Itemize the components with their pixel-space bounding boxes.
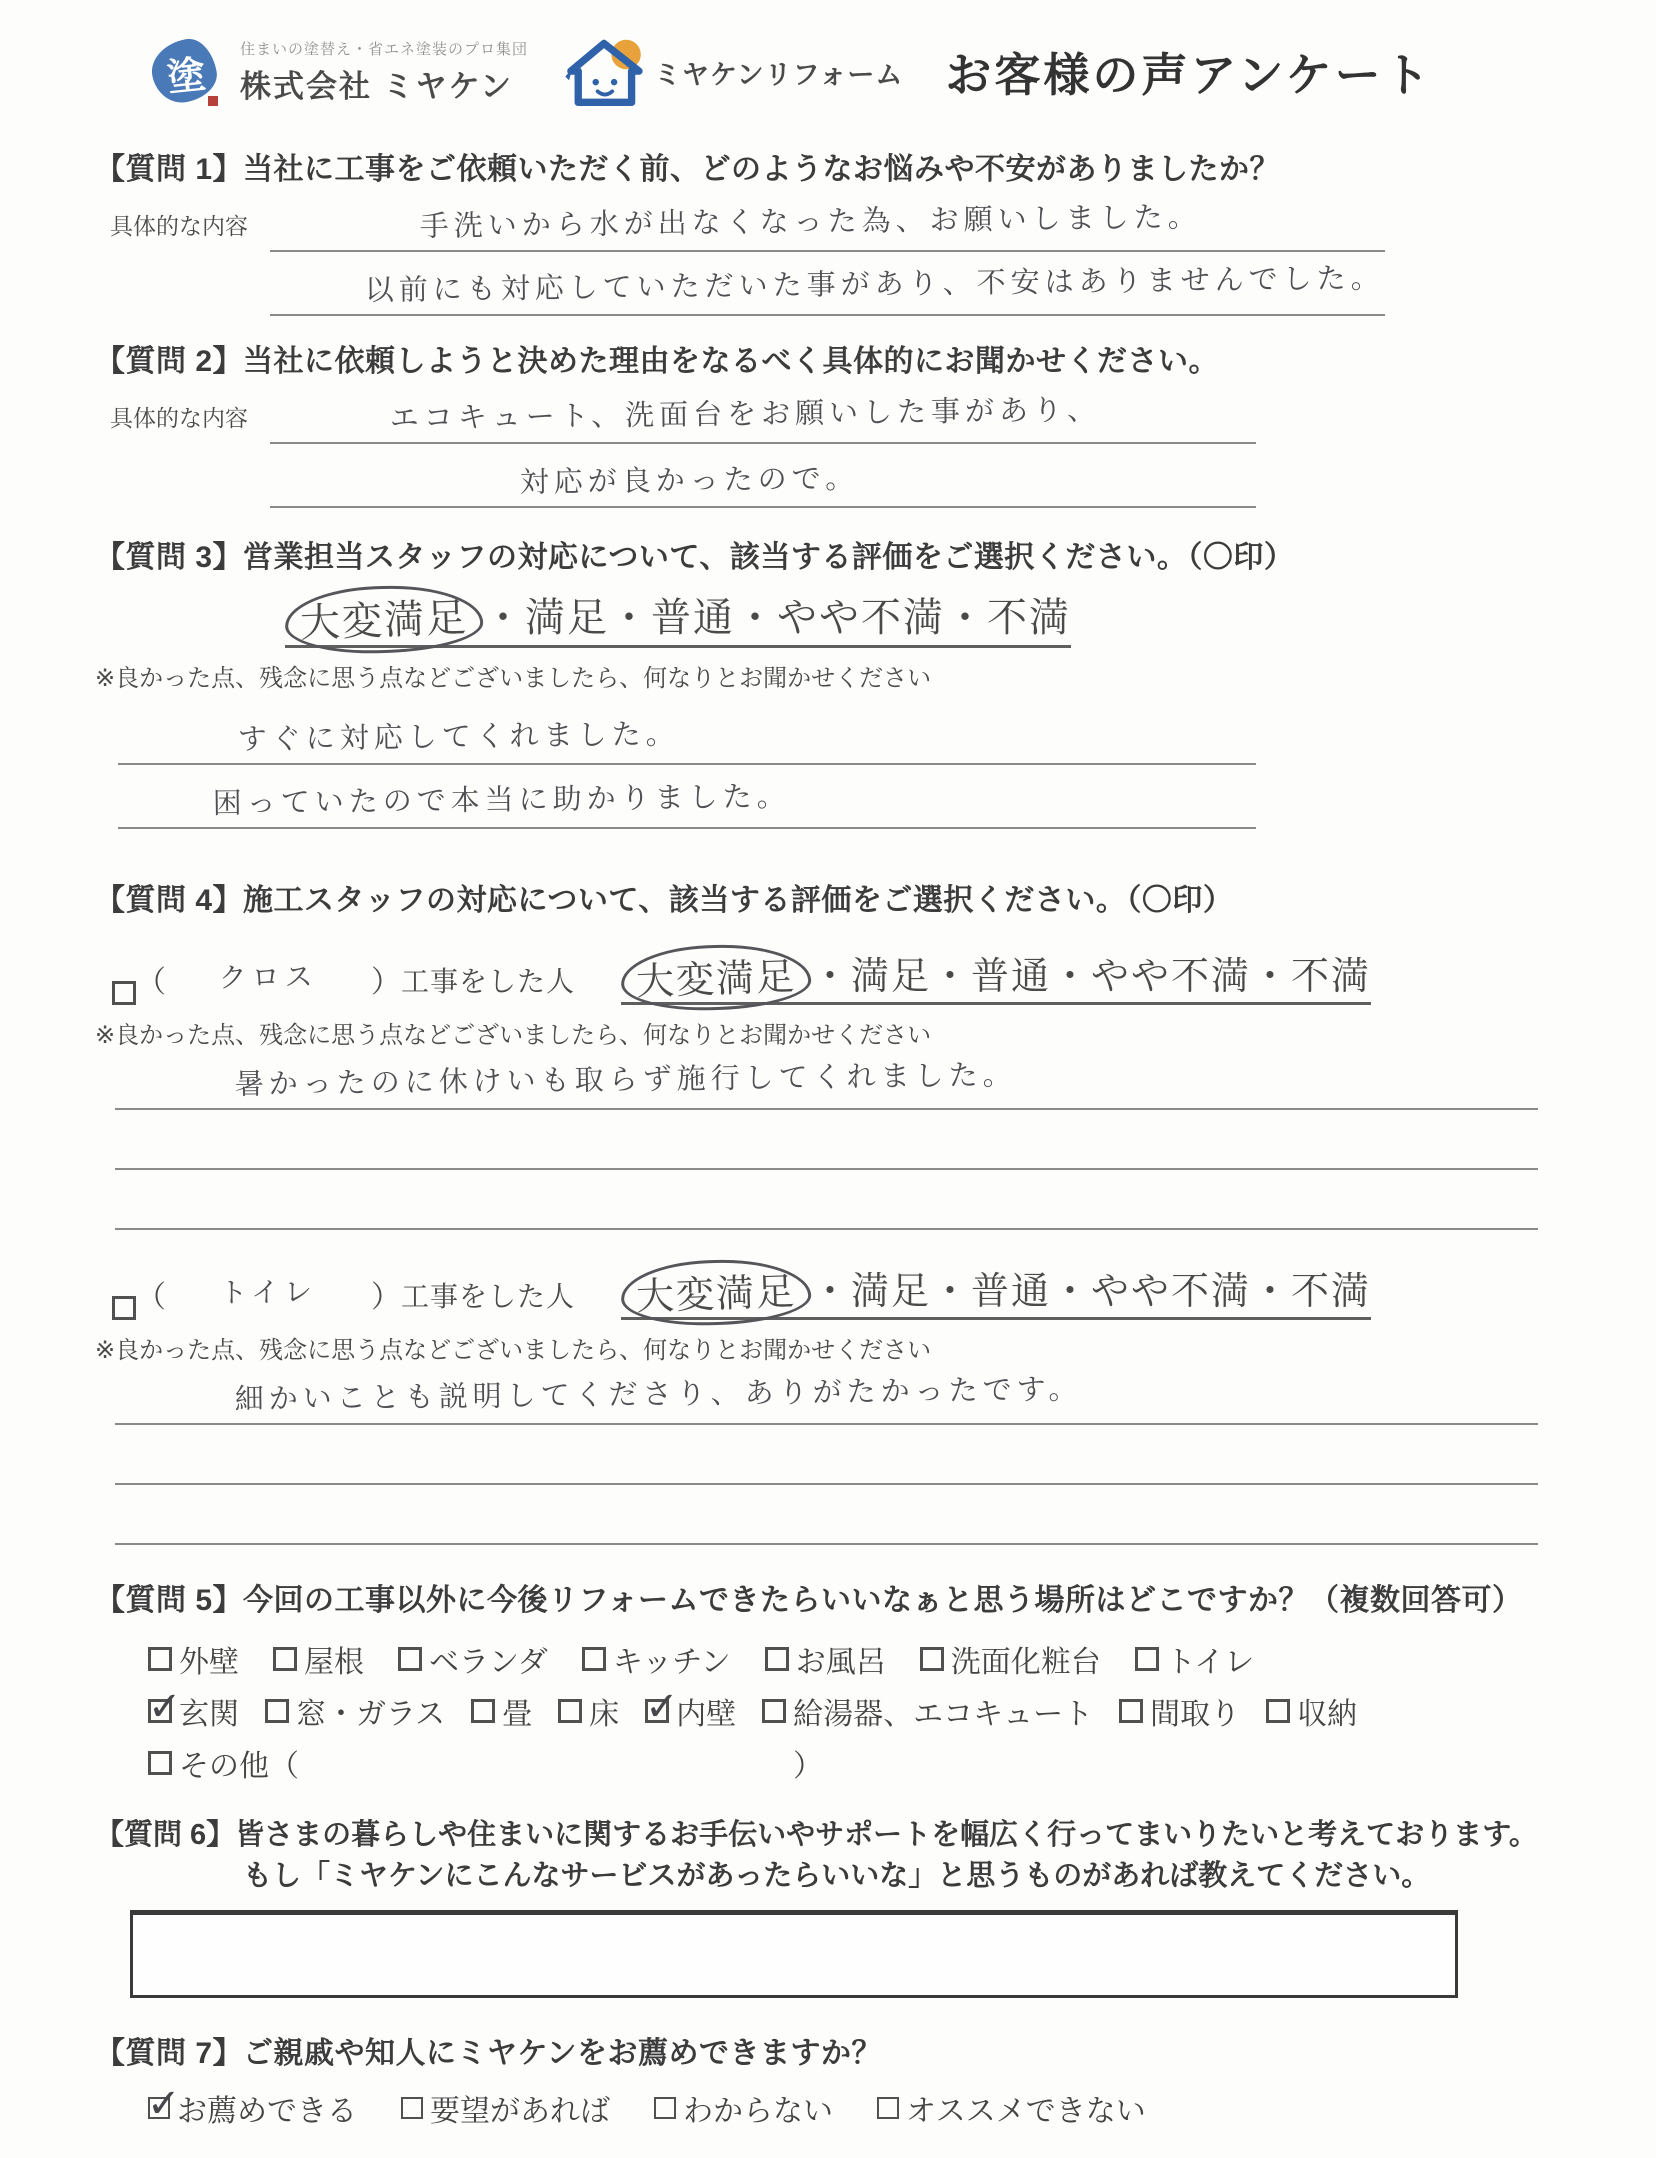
painter-logo-icon: 塗 bbox=[148, 34, 224, 110]
answer-line[interactable] bbox=[115, 1485, 1538, 1545]
checkbox-item[interactable] bbox=[765, 1637, 886, 1681]
checkbox[interactable] bbox=[1135, 1647, 1159, 1671]
rating-options[interactable]: ・満足・普通・やや不満・不満 bbox=[483, 596, 1071, 640]
handwritten-answer: 暑かったのに休けいも取らず施行してくれました。 bbox=[234, 1057, 1017, 1102]
work-type-checkbox[interactable] bbox=[112, 1296, 136, 1320]
checkbox-item[interactable] bbox=[558, 1689, 619, 1733]
checkbox[interactable] bbox=[920, 1647, 944, 1671]
checkbox-item[interactable] bbox=[645, 1689, 736, 1733]
checkbox-item[interactable] bbox=[148, 2086, 357, 2130]
question-6-heading: 【質問 6】皆さまの暮らしや住まいに関するお手伝いやサポートを幅広く行ってまいりたいと考えております。 もし「ミヤケンにこんなサービスがあったらいいな」と思うものがあれば教えてください。 bbox=[95, 1819, 1538, 1892]
answer-line[interactable] bbox=[115, 1110, 1538, 1170]
checkbox-item[interactable] bbox=[401, 2086, 610, 2130]
recommend-options bbox=[148, 2082, 1656, 2134]
checkbox-item[interactable] bbox=[762, 1689, 1093, 1733]
house-logo-icon bbox=[558, 34, 650, 110]
checkbox-label: ベランダ bbox=[429, 1646, 548, 1679]
checkbox-row-2 bbox=[148, 1685, 1656, 1737]
question-5 bbox=[0, 1575, 1656, 1789]
answer-line[interactable] bbox=[115, 1170, 1538, 1230]
rating-options[interactable]: ・満足・普通・やや不満・不満 bbox=[811, 956, 1372, 998]
question-1 bbox=[0, 144, 1656, 316]
checkbox-label: 窓・ガラス bbox=[296, 1698, 446, 1731]
checkbox-label: 内壁 bbox=[676, 1698, 737, 1731]
checkbox-label: お風呂 bbox=[795, 1646, 886, 1679]
question-5-heading: 【質問 5】今回の工事以外に今後リフォームできたらいいなぁと思う場所はどこですか？（複数回答可） bbox=[95, 1584, 1523, 1617]
checkbox[interactable] bbox=[1266, 1699, 1290, 1723]
selected-rating[interactable]: 大変満足 bbox=[620, 1257, 812, 1329]
checkbox-item[interactable] bbox=[877, 2086, 1146, 2130]
checkbox-label: 間取り bbox=[1150, 1698, 1241, 1731]
checkbox-item[interactable] bbox=[273, 1637, 364, 1681]
checkbox[interactable] bbox=[765, 1647, 789, 1671]
checkbox-label: 外壁 bbox=[179, 1646, 239, 1679]
close-paren: ） bbox=[793, 1750, 823, 1783]
checkbox-label: 床 bbox=[589, 1698, 620, 1731]
checkbox-label: 給湯器、エコキュート bbox=[793, 1698, 1094, 1731]
rating-scale bbox=[285, 586, 1071, 648]
checkbox[interactable] bbox=[401, 2097, 423, 2119]
checkbox-item[interactable] bbox=[1266, 1689, 1357, 1733]
free-comment-box[interactable] bbox=[130, 1910, 1458, 1998]
checkbox-row-1 bbox=[148, 1633, 1656, 1685]
seal-mark-icon bbox=[208, 96, 218, 106]
work-type-value[interactable]: クロス bbox=[218, 960, 318, 995]
checkbox-label: 屋根 bbox=[304, 1646, 364, 1679]
rating-scale bbox=[621, 1260, 1371, 1320]
question-4 bbox=[0, 875, 1656, 1545]
rating-options[interactable]: ・満足・普通・やや不満・不満 bbox=[811, 1271, 1372, 1313]
checkbox-item-other[interactable] bbox=[148, 1741, 823, 1785]
comment-note: ※良かった点、残念に思う点などございましたら、何なりとお聞かせください bbox=[95, 1337, 932, 1364]
checkbox-item[interactable] bbox=[1119, 1689, 1240, 1733]
brand-name: ミヤケンリフォーム bbox=[654, 59, 904, 90]
question-4-section-toilet: （ トイレ ） 工事をした人 大変満足 ・満足・普通・やや不満・不満 ※良かった点、残念に思う点などございましたら、何なりとお聞かせください 細かいことも説明してくださり、ありがたかったです。 bbox=[0, 1260, 1656, 1545]
handwritten-answer: すぐに対応してくれました。 bbox=[237, 716, 680, 757]
answer-line[interactable] bbox=[270, 444, 1256, 508]
worker-label: 工事をした人 bbox=[401, 1281, 576, 1312]
answer-line[interactable] bbox=[270, 380, 1256, 444]
company-name: 株式会社 ミヤケン bbox=[240, 69, 514, 104]
checkbox-item[interactable] bbox=[582, 1637, 731, 1681]
checkbox[interactable] bbox=[654, 2097, 676, 2119]
handwritten-answer: 手洗いから水が出なくなった為、お願いしました。 bbox=[419, 199, 1202, 244]
checkbox-label: 洗面化粧台 bbox=[950, 1646, 1101, 1679]
checkbox-row-3 bbox=[148, 1737, 1656, 1789]
question-3 bbox=[0, 532, 1656, 829]
checkbox[interactable] bbox=[1119, 1699, 1143, 1723]
checkbox[interactable] bbox=[582, 1647, 606, 1671]
checkbox-label: オススメできない bbox=[906, 2095, 1146, 2129]
question-4-section-cross: （ クロス ） 工事をした人 大変満足 ・満足・普通・やや不満・不満 ※良かった点、残念に思う点などございましたら、何なりとお聞かせください 暑かったのに休けいも取らず施行してくれました。 bbox=[0, 945, 1656, 1230]
question-3-heading: 【質問 3】営業担当スタッフの対応について、該当する評価をご選択ください。（〇印） bbox=[95, 541, 1295, 574]
detail-label: 具体的な内容 bbox=[110, 405, 248, 431]
worker-label: 工事をした人 bbox=[401, 966, 576, 997]
detail-label: 具体的な内容 bbox=[110, 213, 248, 239]
checkbox-label: 畳 bbox=[502, 1698, 533, 1731]
checkbox-label: わからない bbox=[683, 2095, 833, 2129]
answer-line[interactable] bbox=[115, 1425, 1538, 1485]
checkbox-item[interactable] bbox=[1135, 1637, 1255, 1681]
question-2-heading: 【質問 2】当社に依頼しようと決めた理由をなるべく具体的にお聞かせください。 bbox=[95, 345, 1220, 378]
checkbox[interactable] bbox=[273, 1647, 297, 1671]
handwritten-answer: 対応が良かったので。 bbox=[519, 460, 860, 500]
checkbox[interactable] bbox=[148, 1647, 172, 1671]
comment-note: ※良かった点、残念に思う点などございましたら、何なりとお聞かせください bbox=[95, 1022, 932, 1049]
checkbox-item[interactable] bbox=[654, 2086, 833, 2130]
handwritten-answer: エコキュート、洗面台をお願いした事があり、 bbox=[389, 392, 1102, 436]
checkbox[interactable] bbox=[471, 1699, 495, 1723]
checkbox[interactable] bbox=[645, 1699, 669, 1723]
answer-line[interactable] bbox=[118, 701, 1256, 765]
rating-scale bbox=[621, 945, 1371, 1005]
question-7-heading: 【質問 7】ご親戚や知人にミヤケンをお薦めできますか？ bbox=[95, 2037, 883, 2071]
checkbox[interactable] bbox=[148, 1751, 172, 1775]
checkbox-item[interactable] bbox=[265, 1689, 445, 1733]
work-type-value[interactable]: トイレ bbox=[219, 1275, 318, 1310]
checkbox-item[interactable] bbox=[471, 1689, 532, 1733]
company-tagline: 住まいの塗替え・省エネ塗装のプロ集団 bbox=[240, 41, 529, 58]
header bbox=[0, 28, 1656, 116]
checkbox-item[interactable] bbox=[148, 1689, 239, 1733]
answer-line[interactable] bbox=[115, 1365, 1538, 1425]
checkbox-item[interactable] bbox=[920, 1637, 1101, 1681]
answer-line[interactable] bbox=[115, 1050, 1538, 1110]
checkbox-item[interactable] bbox=[398, 1637, 548, 1681]
comment-note: ※良かった点、残念に思う点などございましたら、何なりとお聞かせください bbox=[95, 665, 932, 692]
checkbox[interactable] bbox=[762, 1699, 786, 1723]
checkbox[interactable] bbox=[148, 1699, 172, 1723]
selected-rating[interactable]: 大変満足 bbox=[620, 942, 812, 1014]
question-7 bbox=[0, 2028, 1656, 2134]
work-type-checkbox[interactable] bbox=[112, 981, 136, 1005]
checkbox-label: その他（ bbox=[179, 1750, 299, 1783]
question-1-heading: 【質問 1】当社に工事をご依頼いただく前、どのようなお悩みや不安がありましたか？ bbox=[95, 153, 1281, 186]
checkbox-label: 収納 bbox=[1297, 1698, 1358, 1731]
checkbox-label: 玄関 bbox=[179, 1698, 239, 1731]
answer-line[interactable] bbox=[270, 252, 1385, 316]
handwritten-answer: 細かいことも説明してくださり、ありがたかったです。 bbox=[234, 1371, 1083, 1417]
checkbox-item[interactable] bbox=[148, 1637, 239, 1681]
selected-rating[interactable]: 大変満足 bbox=[284, 583, 484, 657]
checkbox-label: お薦めできる bbox=[177, 2095, 357, 2129]
question-2 bbox=[0, 336, 1656, 508]
checkbox[interactable] bbox=[265, 1699, 289, 1723]
answer-line[interactable] bbox=[118, 765, 1256, 829]
checkbox[interactable] bbox=[877, 2097, 899, 2119]
question-6 bbox=[0, 1815, 1656, 1998]
checkbox[interactable] bbox=[398, 1647, 422, 1671]
checkbox[interactable] bbox=[148, 2097, 170, 2119]
handwritten-answer: 困っていたので本当に助かりました。 bbox=[212, 778, 791, 821]
page-title: お客様の声アンケート bbox=[945, 49, 1433, 101]
checkbox-label: 要望があれば bbox=[430, 2095, 610, 2129]
checkbox-label: キッチン bbox=[612, 1646, 731, 1679]
handwritten-answer: 以前にも対応していただいた事があり、不安はありませんでした。 bbox=[364, 260, 1385, 308]
checkbox-label: トイレ bbox=[1165, 1646, 1255, 1679]
answer-line[interactable] bbox=[270, 188, 1385, 252]
question-4-heading: 【質問 4】施工スタッフの対応について、該当する評価をご選択ください。（〇印） bbox=[95, 884, 1234, 917]
checkbox[interactable] bbox=[558, 1699, 582, 1723]
